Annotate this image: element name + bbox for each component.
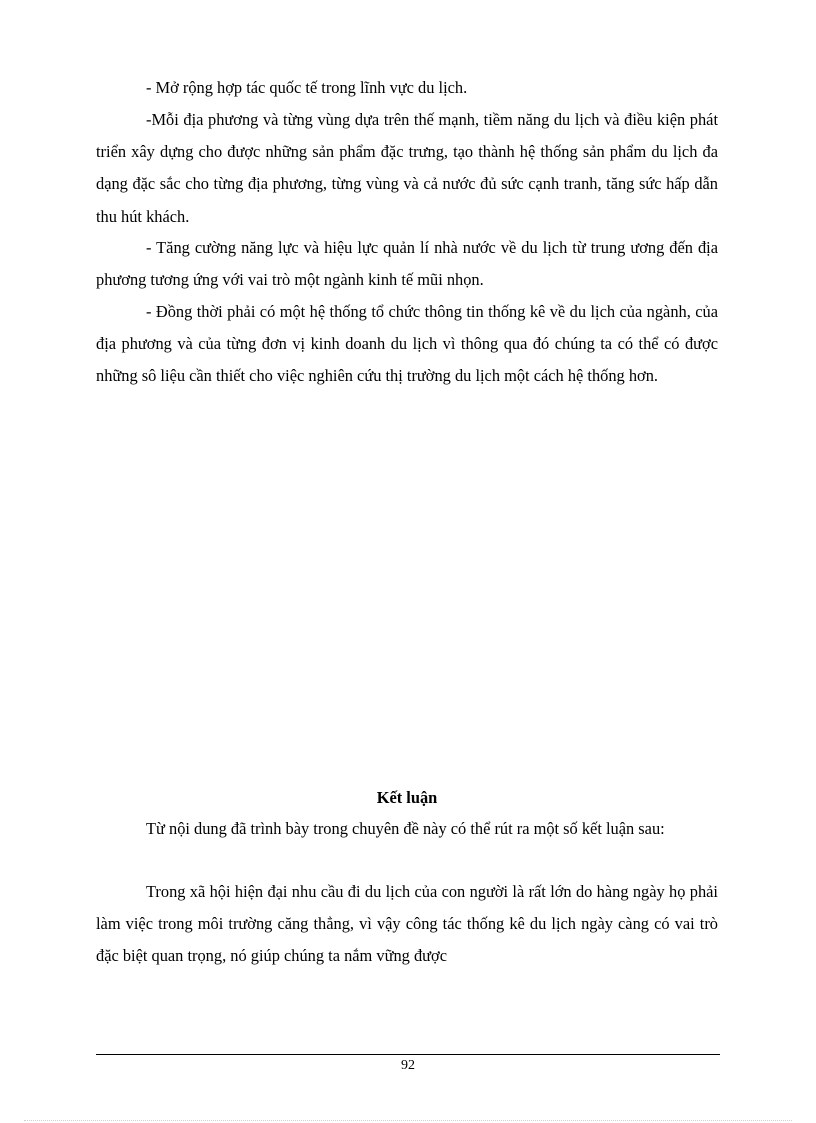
page-edge-divider <box>24 1120 792 1121</box>
body-paragraph: - Tăng cường năng lực và hiệu lực quản lí nhà nước về du lịch từ trung ương đến địa phương tương ứng với vai trò một ngành kinh tế mũi nhọn. <box>96 238 718 290</box>
conclusion-paragraph: Trong xã hội hiện đại nhu cầu đi du lịch của con người là rất lớn do hàng ngày họ phải làm việc trong môi trường căng thẳng, vì vậy công tác thống kê du lịch ngày càng có vai trò đặc biệt quan trọng, nó giúp chúng ta nắm vững được <box>96 882 718 966</box>
page-number: 92 <box>401 1058 415 1073</box>
section-heading-conclusion: Kết luận <box>376 788 438 807</box>
conclusion-paragraph: Từ nội dung đã trình bày trong chuyên đề này có thể rút ra một số kết luận sau: <box>146 819 665 838</box>
body-paragraph: - Đồng thời phải có một hệ thống tổ chức thông tin thống kê về du lịch của ngành, của địa phương và của từng đơn vị kinh doanh du lịch vì thông qua đó chúng ta có thể có được những sô liệu cần thiết cho việc nghiên cứu thị trường du lịch một cách hệ thống hơn. <box>96 302 718 386</box>
body-paragraph: -Mỗi địa phương và từng vùng dựa trên thế mạnh, tiềm năng du lịch và điều kiện phát triển xây dựng cho được những sản phẩm đặc trưng, tạo thành hệ thống sản phẩm du lịch đa dạng đặc sắc cho từng địa phương, từng vùng và cả nước đủ sức cạnh tranh, tăng sức hấp dẫn thu hút khách. <box>96 110 718 226</box>
footer-divider <box>96 1054 720 1055</box>
body-paragraph: - Mở rộng hợp tác quốc tế trong lĩnh vực du lịch. <box>146 78 468 97</box>
